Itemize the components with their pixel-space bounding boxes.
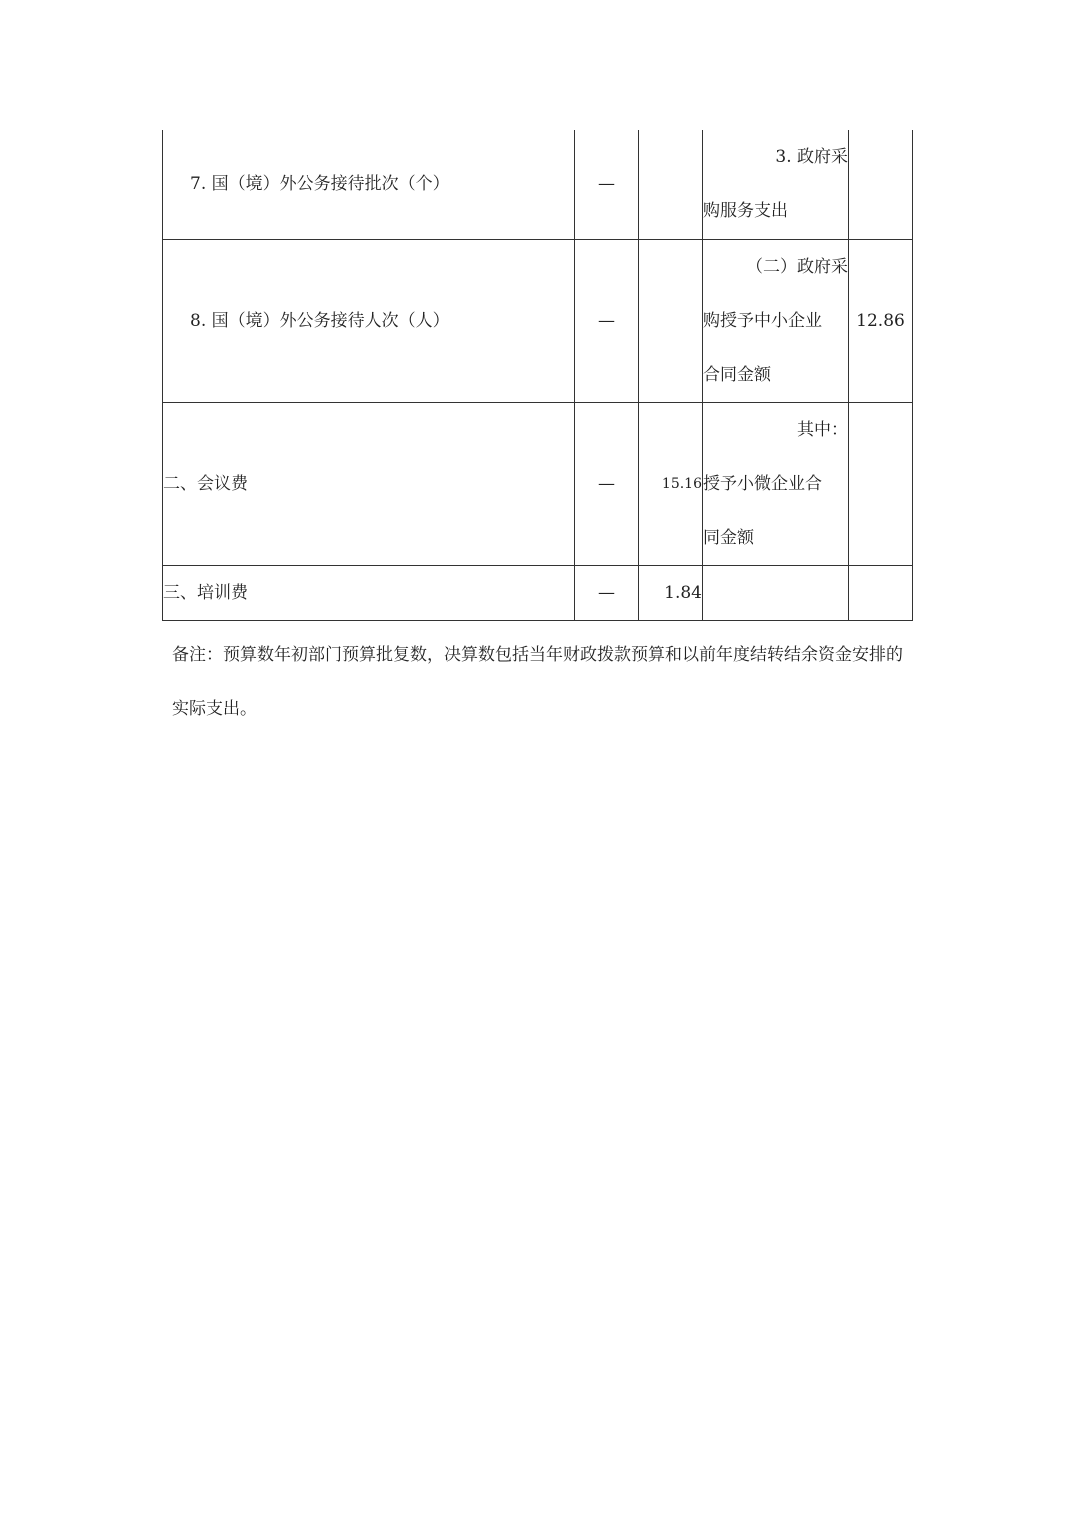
item-label: 7. 国（境）外公务接待批次（个） [163, 130, 575, 239]
budget-value: — [575, 239, 639, 402]
budget-value: — [575, 130, 639, 239]
table-row [163, 402, 913, 565]
procurement-value: 12.86 [849, 239, 913, 402]
table-row [163, 239, 913, 402]
procurement-label [703, 130, 849, 239]
final-value [639, 130, 703, 239]
procurement-label-line: 3. 政府采 [775, 147, 848, 168]
procurement-value [849, 402, 913, 565]
final-value: 1.84 [639, 565, 703, 620]
procurement-label-line: （二）政府采 [746, 256, 848, 277]
budget-value: — [575, 565, 639, 620]
item-label: 二、会议费 [163, 402, 575, 565]
procurement-label-line: 同金额 [703, 527, 754, 548]
procurement-label [703, 239, 849, 402]
procurement-label-line: 合同金额 [703, 364, 771, 385]
expense-table [162, 130, 913, 621]
procurement-value [849, 130, 913, 239]
procurement-label [703, 565, 849, 620]
procurement-label-line: 购服务支出 [703, 201, 788, 222]
table-row [163, 565, 913, 620]
item-label: 8. 国（境）外公务接待人次（人） [163, 239, 575, 402]
footnote: 备注：预算数年初部门预算批复数，决算数包括当年财政拨款预算和以前年度结转结余资金安排的实际支出。 [172, 645, 903, 719]
procurement-label-line: 其中： [797, 419, 848, 440]
final-value [639, 239, 703, 402]
procurement-label-line: 购授予中小企业 [703, 310, 822, 331]
procurement-value [849, 565, 913, 620]
procurement-label-line: 授予小微企业合 [703, 473, 822, 494]
final-value: 15.16 [639, 402, 703, 565]
item-label: 三、培训费 [163, 565, 575, 620]
procurement-label [703, 402, 849, 565]
budget-value: — [575, 402, 639, 565]
table-row [163, 130, 913, 239]
